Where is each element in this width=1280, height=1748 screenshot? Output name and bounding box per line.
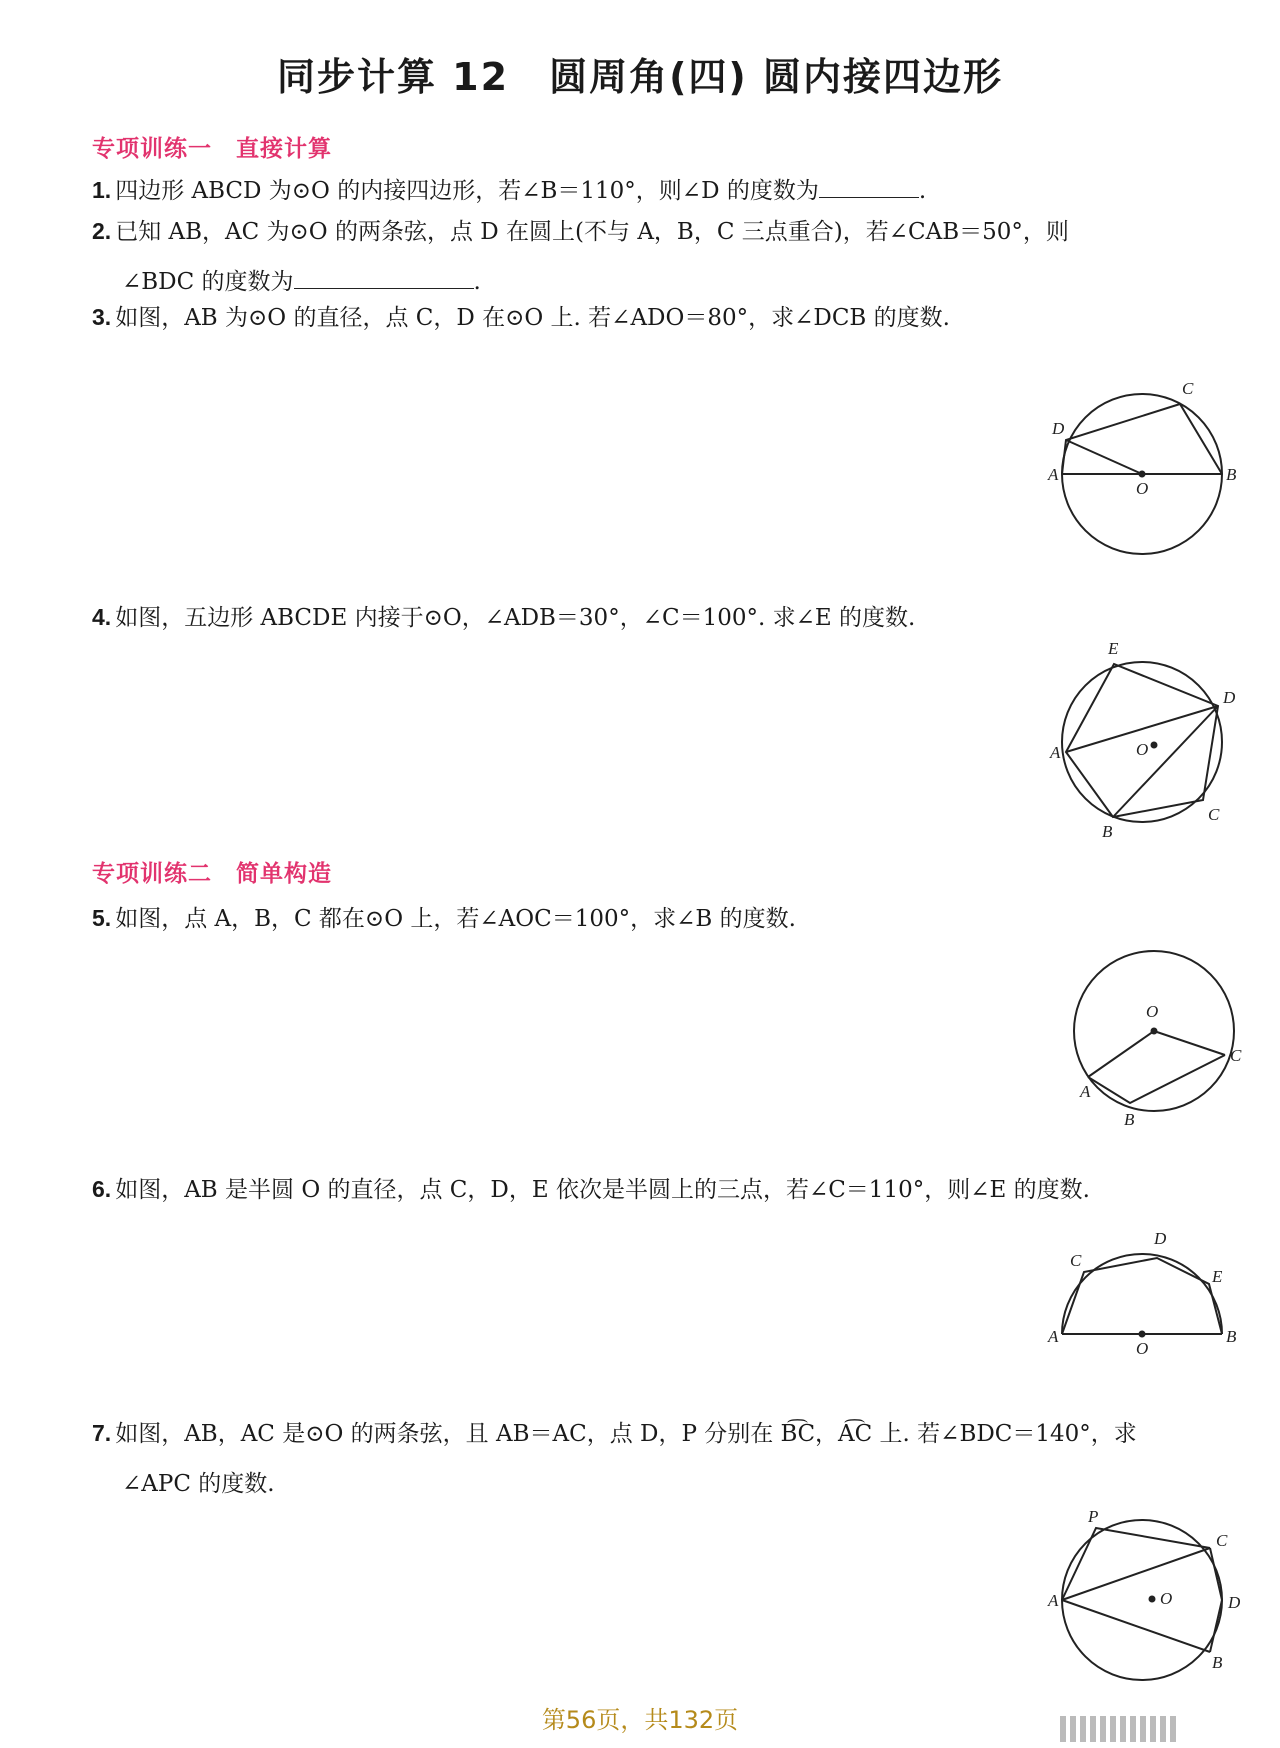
question-number: 5. [92, 905, 112, 931]
question-text-cont: ∠BDC 的度数为 [122, 269, 294, 295]
figure-3-circle-diameter [1040, 372, 1240, 582]
section-heading-2: 专项训练二 简单构造 [92, 861, 332, 887]
label-o: O [1136, 740, 1149, 759]
figure-5-central-angle [1040, 935, 1240, 1135]
scan-bar-decoration [1060, 1716, 1176, 1742]
chords-adcb [1062, 404, 1222, 474]
label-a: A [1048, 1591, 1059, 1610]
question-7 [92, 1408, 1242, 1509]
label-o: O [1160, 1589, 1173, 1608]
label-b: B [1226, 465, 1237, 484]
label-b: B [1124, 1110, 1135, 1129]
label-a: A [1080, 1082, 1091, 1101]
figure-7-isosceles-chords [1040, 1508, 1250, 1708]
radii-oa-oc [1088, 1031, 1225, 1077]
question-3 [92, 292, 1242, 343]
question-6 [92, 1164, 1242, 1215]
question-text-end: . [918, 178, 927, 204]
label-c: C [1208, 805, 1220, 824]
center-point [1149, 1596, 1156, 1603]
question-text-end: . [473, 269, 481, 295]
label-d: D [1228, 1593, 1241, 1612]
question-text: 如图，点 A，B，C 都在⊙O 上，若∠AOC＝100°，求∠B 的度数. [115, 906, 796, 932]
page-title: 同步计算 12 圆周角(四) 圆内接四边形 [276, 55, 1004, 99]
circle-o [1062, 1520, 1222, 1680]
label-d: D [1223, 688, 1236, 707]
page-footer: 第56页，共132页 [541, 1706, 739, 1734]
label-a: A [1048, 1327, 1059, 1346]
label-c: C [1070, 1251, 1082, 1270]
chords-cdb [1210, 1548, 1222, 1652]
question-number: 4. [92, 604, 112, 630]
label-d: D [1154, 1229, 1167, 1248]
label-a: A [1050, 743, 1061, 762]
question-4 [92, 592, 1242, 643]
chord-ab [1062, 1600, 1210, 1652]
answer-blank[interactable] [819, 175, 919, 198]
label-c: C [1216, 1531, 1228, 1550]
question-text: 如图，五边形 ABCDE 内接于⊙O，∠ADB＝30°，∠C＝100°. 求∠E 的度数. [115, 605, 916, 631]
center-point [1151, 742, 1158, 749]
label-a: A [1048, 465, 1059, 484]
chords-apc [1062, 1528, 1210, 1600]
question-number: 2. [92, 218, 112, 244]
question-text: 如图，AB 为⊙O 的直径，点 C，D 在⊙O 上. 若∠ADO＝80°，求∠DCB 的度数. [115, 305, 950, 331]
question-text: 四边形 ABCD 为⊙O 的内接四边形，若∠B＝110°，则∠D 的度数为 [115, 178, 819, 204]
label-c: C [1182, 379, 1194, 398]
figure-4-pentagon [1040, 640, 1240, 840]
question-number: 1. [92, 177, 112, 203]
label-d: D [1052, 419, 1065, 438]
label-b: B [1226, 1327, 1237, 1346]
label-b: B [1212, 1653, 1223, 1672]
label-b: B [1102, 822, 1113, 841]
label-o: O [1136, 1339, 1149, 1358]
question-text: 如图，AB 是半圆 O 的直径，点 C，D，E 依次是半圆上的三点，若∠C＝110°，则∠E 的度数. [115, 1177, 1090, 1203]
question-text: 如图，AB，AC 是⊙O 的两条弦，且 AB＝AC，点 D，P 分别在 B͡C，A͡C 上. 若∠BDC＝140°，求 [115, 1421, 1137, 1447]
question-text: 已知 AB，AC 为⊙O 的两条弦，点 D 在圆上(不与 A，B，C 三点重合)，若∠CAB＝50°，则 [115, 219, 1069, 245]
answer-blank[interactable] [294, 266, 474, 289]
label-o: O [1136, 479, 1149, 498]
label-e: E [1108, 639, 1119, 658]
center-point [1151, 1028, 1158, 1035]
label-p: P [1088, 1507, 1099, 1526]
label-e: E [1212, 1267, 1223, 1286]
chord-ac [1062, 1548, 1210, 1600]
segment-do [1066, 440, 1142, 474]
question-text-cont: ∠APC 的度数. [122, 1471, 275, 1497]
center-point [1139, 1331, 1146, 1338]
question-number: 6. [92, 1176, 112, 1202]
center-point [1139, 471, 1146, 478]
question-number: 7. [92, 1420, 112, 1446]
label-c: C [1230, 1046, 1242, 1065]
chords-acdeb [1062, 1258, 1222, 1334]
question-number: 3. [92, 304, 112, 330]
figure-6-semicircle [1040, 1220, 1250, 1360]
section-heading-1: 专项训练一 直接计算 [92, 136, 332, 162]
semicircle-arc [1062, 1254, 1222, 1334]
label-o: O [1146, 1002, 1159, 1021]
